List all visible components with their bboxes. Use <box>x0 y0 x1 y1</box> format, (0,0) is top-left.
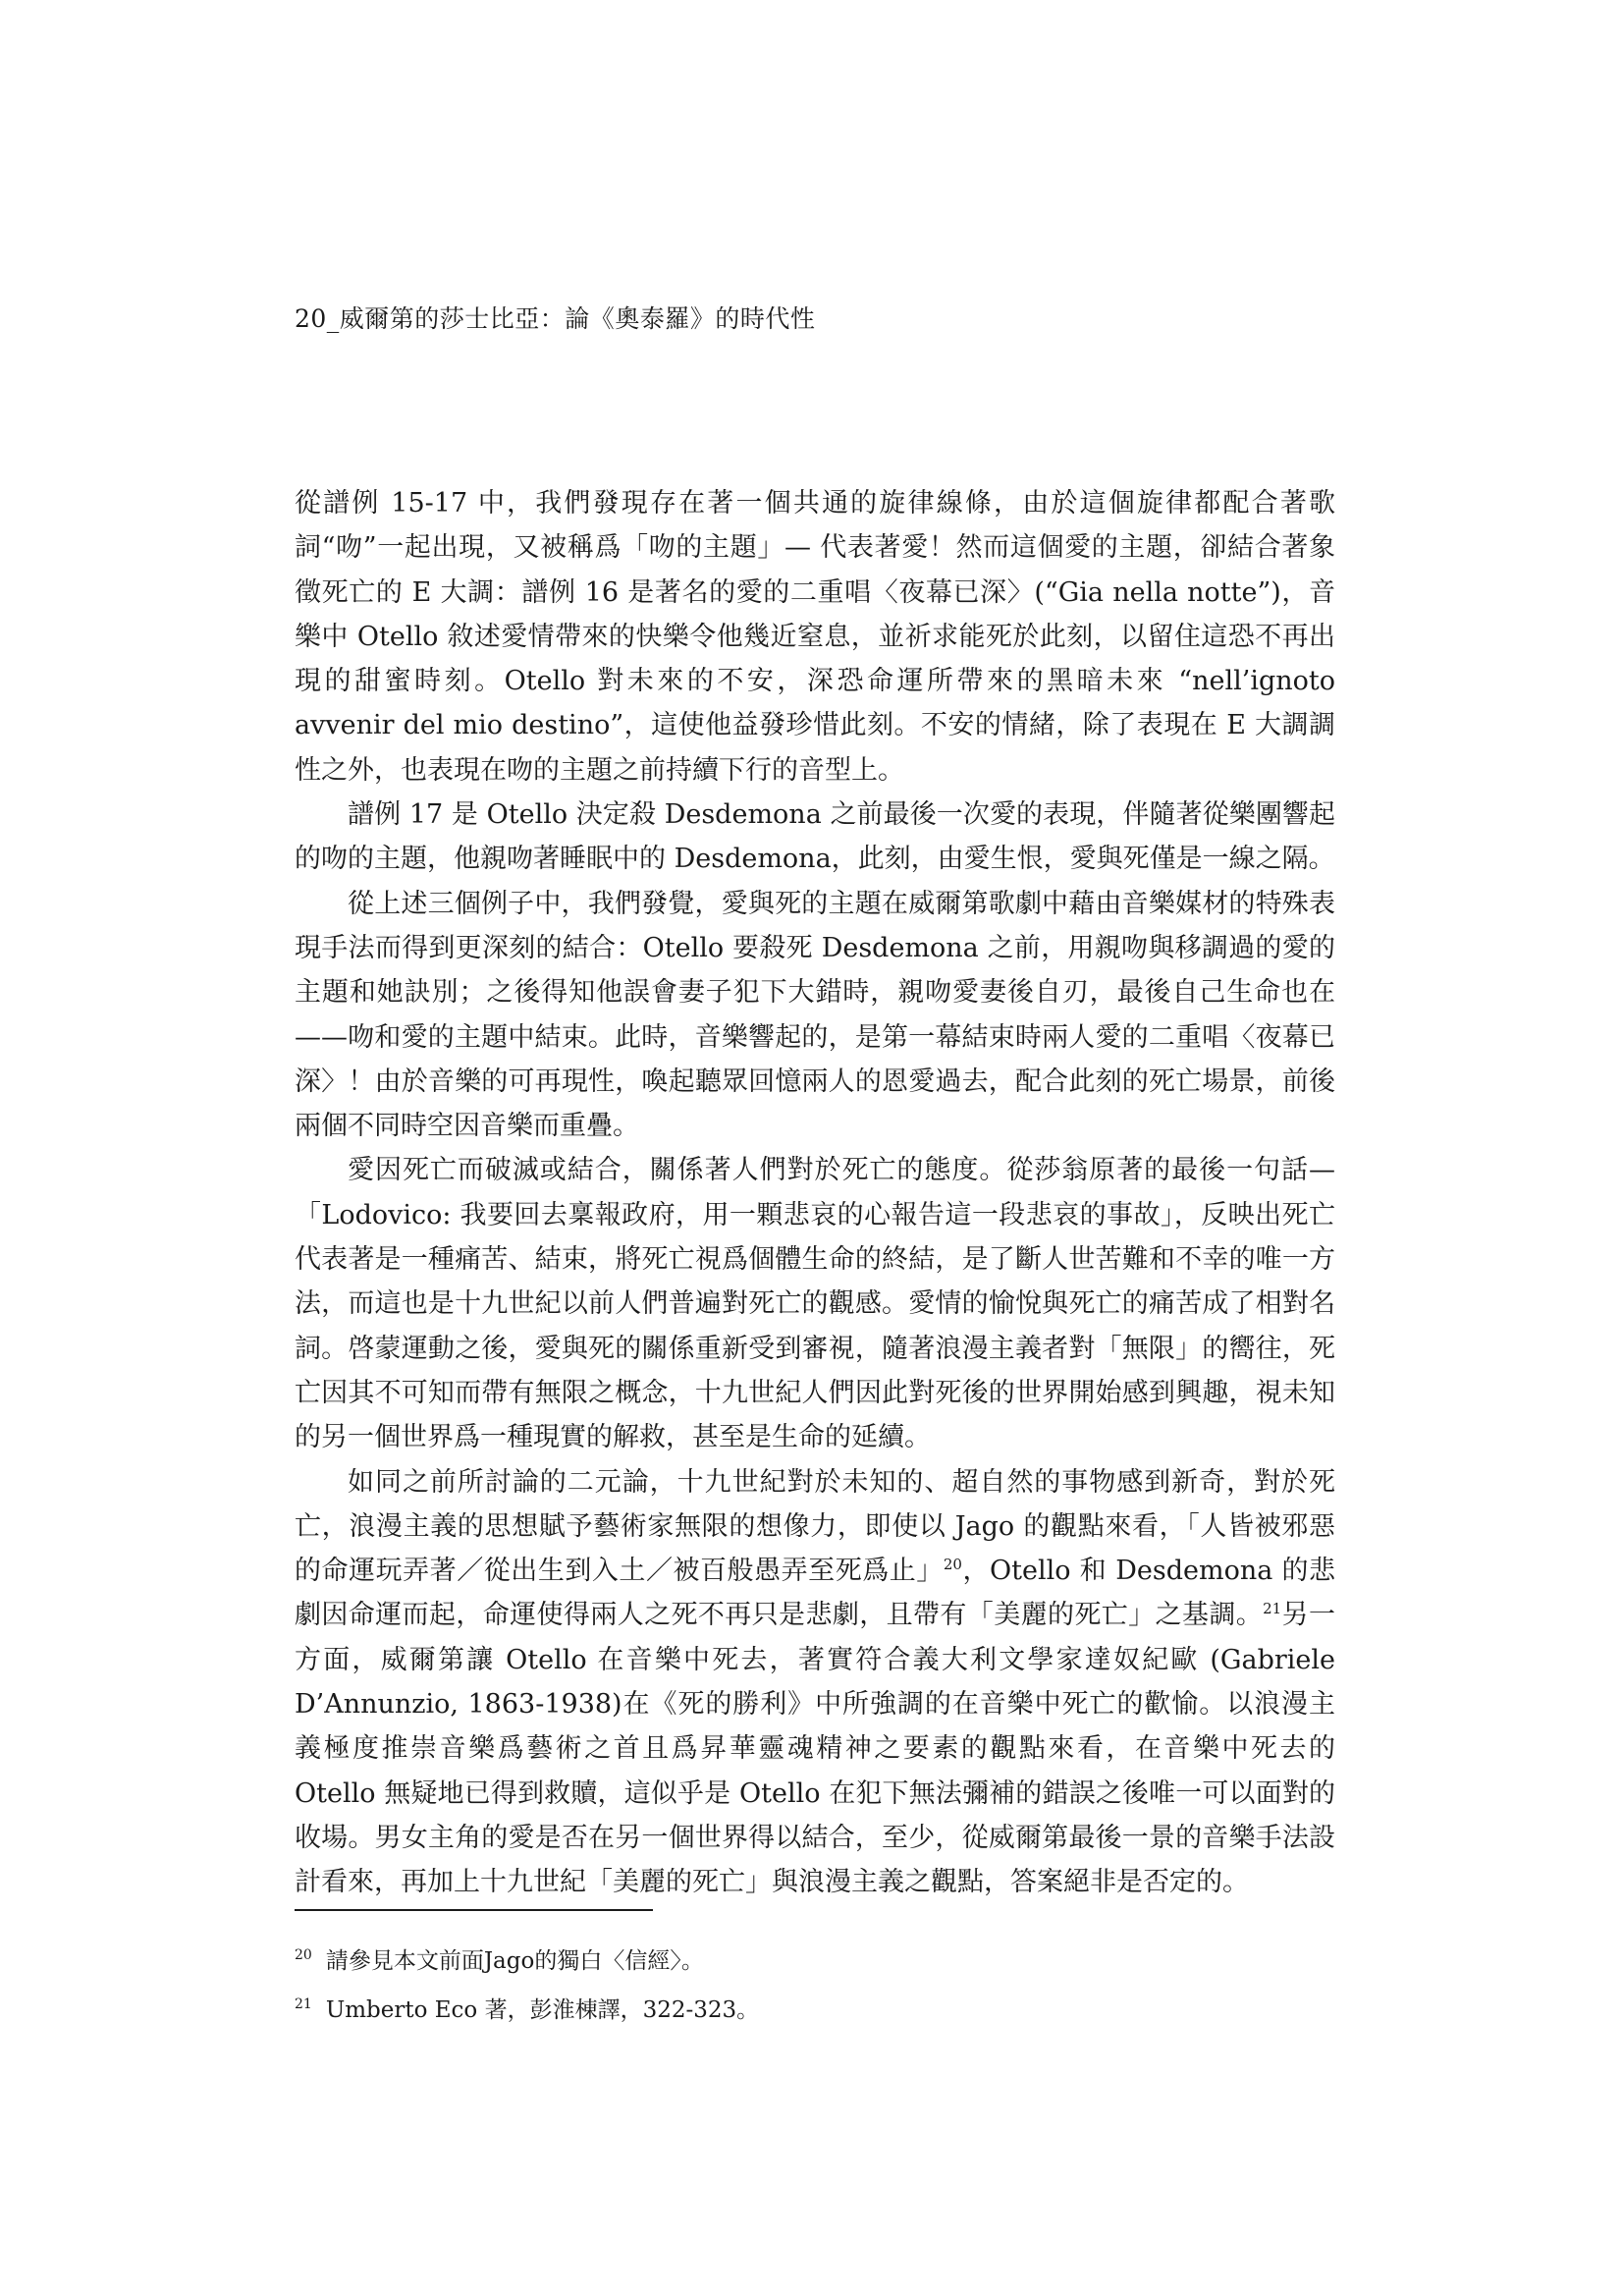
footnote-text: 請參見本文前面Jago的獨白〈信經〉。 <box>325 1948 704 1974</box>
footnote-text: Umberto Eco 著，彭淮棟譯，322-323。 <box>325 1997 760 2023</box>
paragraph-5-part-1: 如同之前所討論的二元論，十九世紀對於未知的、超自然的事物感到新奇，對於死亡，浪漫主義的思想賦予藝術家無限的想像力，即使以 Jago 的觀點來看，「人皆被邪惡的命運玩弄著／從出生到入土／被百般愚弄至死爲止」 <box>295 1466 1335 1587</box>
paragraph-5 <box>295 1460 1335 1905</box>
footnote-ref-20[interactable]: 20 <box>943 1556 962 1574</box>
paragraph-4: 愛因死亡而破滅或結合，關係著人們對於死亡的態度。從莎翁原著的最後一句話—「Lodovico: 我要回去稟報政府，用一顆悲哀的心報告這一段悲哀的事故」，反映出死亡代表著是一種痛苦、結束，將死亡視爲個體生命的終結，是了斷人世苦難和不幸的唯一方法，而這也是十九世紀以前人們普遍對死亡的觀感。愛情的愉悅與死亡的痛苦成了相對名詞。啓蒙運動之後，愛與死的關係重新受到審視，隨著浪漫主義者對「無限」的嚮往，死亡因其不可知而帶有無限之概念，十九世紀人們因此對死後的世界開始感到興趣，視未知的另一個世界爲一種現實的解救，甚至是生命的延續。 <box>295 1155 1335 1453</box>
running-head: 20_威爾第的莎士比亞：論《奧泰羅》的時代性 <box>295 304 816 333</box>
paragraph-2: 譜例 17 是 Otello 決定殺 Desdemona 之前最後一次愛的表現，伴隨著從樂團響起的吻的主題，他親吻著睡眠中的 Desdemona，此刻，由愛生恨，愛與死僅是一線之隔。 <box>295 799 1335 875</box>
footnotes <box>295 1937 1335 2035</box>
footnote-number: 21 <box>295 1996 312 2013</box>
footnote-21 <box>295 1986 1335 2035</box>
footnote-number: 20 <box>295 1947 312 1964</box>
paragraph-3: 從上述三個例子中，我們發覺，愛與死的主題在威爾第歌劇中藉由音樂媒材的特殊表現手法而得到更深刻的結合：Otello 要殺死 Desdemona 之前，用親吻與移調過的愛的主題和她訣別；之後得知他誤會妻子犯下大錯時，親吻愛妻後自刃，最後自己生命也在——吻和愛的主題中結束。此時，音樂響起的，是第一幕結束時兩人愛的二重唱〈夜幕已深〉！由於音樂的可再現性，喚起聽眾回憶兩人的恩愛過去，配合此刻的死亡場景，前後兩個不同時空因音樂而重疊。 <box>295 888 1335 1142</box>
footnote-20 <box>295 1937 1335 1986</box>
paragraph-1: 從譜例 15-17 中，我們發現存在著一個共通的旋律線條，由於這個旋律都配合著歌詞“吻”一起出現，又被稱爲「吻的主題」— 代表著愛！然而這個愛的主題，卻結合著象徵死亡的 E 大調：譜例 16 是著名的愛的二重唱〈夜幕已深〉(“Gia nella notte”)，音樂中 Otello 敘述愛情帶來的快樂令他幾近窒息，並祈求能死於此刻，以留住這恐不再出現的甜蜜時刻。Otello 對未來的不安，深恐命運所帶來的黑暗未來 “nell’ignoto avvenir del mio destino”，這使他益發珍惜此刻。不安的情緒，除了表現在 E 大調調性之外，也表現在吻的主題之前持續下行的音型上。 <box>295 488 1335 786</box>
paragraph-5-part-2: ，Otello 和 Desdemona 的悲劇因命運而起，命運使得兩人之死不再只是悲劇，且帶有「美麗的死亡」之基調。 <box>295 1556 1336 1631</box>
paragraph-5-part-3: 另一方面，威爾第讓 Otello 在音樂中死去，著實符合義大利文學家達奴紀歐 (Gabriele D’Annunzio, 1863-1938)在《死的勝利》中所強調的在音樂中死亡的歡愉。以浪漫主義極度推崇音樂爲藝術之首且爲昇華靈魂精神之要素的觀點來看，在音樂中死去的 Otello 無疑地已得到救贖，這似乎是 Otello 在犯下無法彌補的錯誤之後唯一可以面對的收場。男女主角的愛是否在另一個世界得以結合，至少，從威爾第最後一景的音樂手法設計看來，再加上十九世紀「美麗的死亡」與浪漫主義之觀點，答案絕非是否定的。 <box>295 1600 1336 1898</box>
body-text <box>295 481 1335 1905</box>
footnote-divider <box>295 1909 653 1911</box>
footnote-ref-21[interactable]: 21 <box>1263 1600 1282 1618</box>
